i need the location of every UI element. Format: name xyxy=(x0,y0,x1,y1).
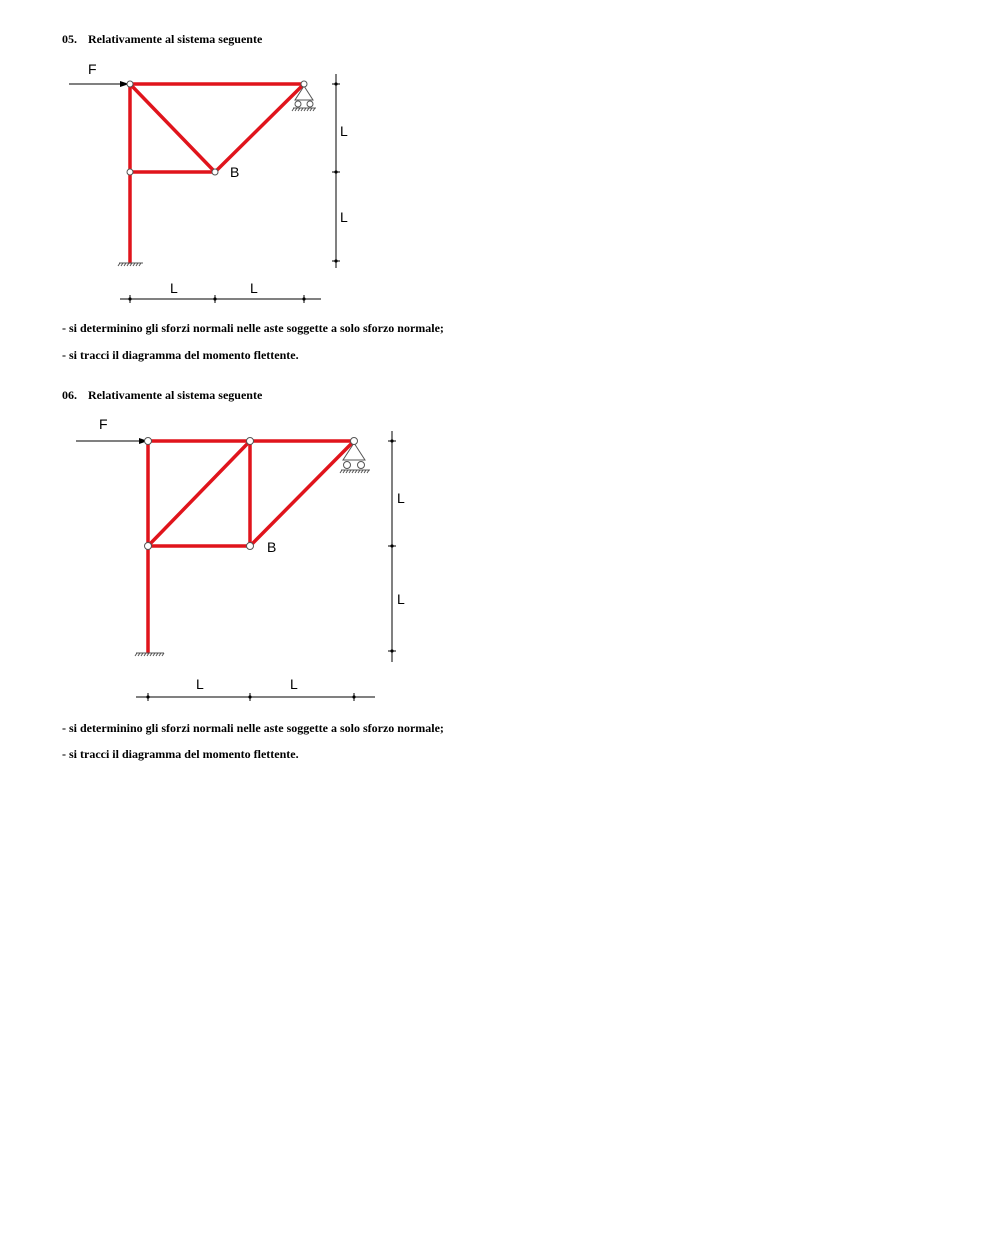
problem-05-heading-text: Relativamente al sistema seguente xyxy=(88,32,263,46)
fixed-support-05 xyxy=(118,263,143,266)
force-label-06: F xyxy=(99,416,108,432)
dim-h1-label-06: L xyxy=(196,676,204,692)
problem-06-task-2: - si tracci il diagramma del momento flettente. xyxy=(62,747,299,761)
force-arrow-06 xyxy=(76,438,148,444)
problem-05-number: 05. xyxy=(62,32,77,46)
problem-05-task-2: - si tracci il diagramma del momento flettente. xyxy=(62,348,299,362)
node-b-label-05: B xyxy=(230,164,240,180)
problem-06-heading xyxy=(62,388,262,402)
horizontal-dimension-06 xyxy=(136,693,375,701)
problem-06-heading-text: Relativamente al sistema seguente xyxy=(88,388,263,402)
problem-05-task-1: - si determinino gli sforzi normali nelle aste soggette a solo sforzo normale; xyxy=(62,321,444,335)
dim-h1-label-05: L xyxy=(170,280,178,296)
force-arrow-05 xyxy=(69,81,129,87)
hinges-05 xyxy=(127,81,307,175)
dim-h2-label-05: L xyxy=(250,280,258,296)
node-b-label-06: B xyxy=(267,539,277,555)
dim-v1-label-05: L xyxy=(340,123,348,139)
roller-support-05 xyxy=(292,86,316,111)
dim-v1-label-06: L xyxy=(397,490,405,506)
problem-06-task-1: - si determinino gli sforzi normali nelle aste soggette a solo sforzo normale; xyxy=(62,721,444,735)
vertical-dimension-05 xyxy=(332,74,340,268)
fixed-support-06 xyxy=(135,653,164,656)
vertical-dimension-06 xyxy=(388,431,396,662)
dim-v2-label-05: L xyxy=(340,209,348,225)
roller-support-06 xyxy=(340,443,370,473)
problem-06-number: 06. xyxy=(62,388,77,402)
dim-v2-label-06: L xyxy=(397,591,405,607)
dim-h2-label-06: L xyxy=(290,676,298,692)
horizontal-dimension-05 xyxy=(120,295,321,303)
force-label-05: F xyxy=(88,61,97,77)
